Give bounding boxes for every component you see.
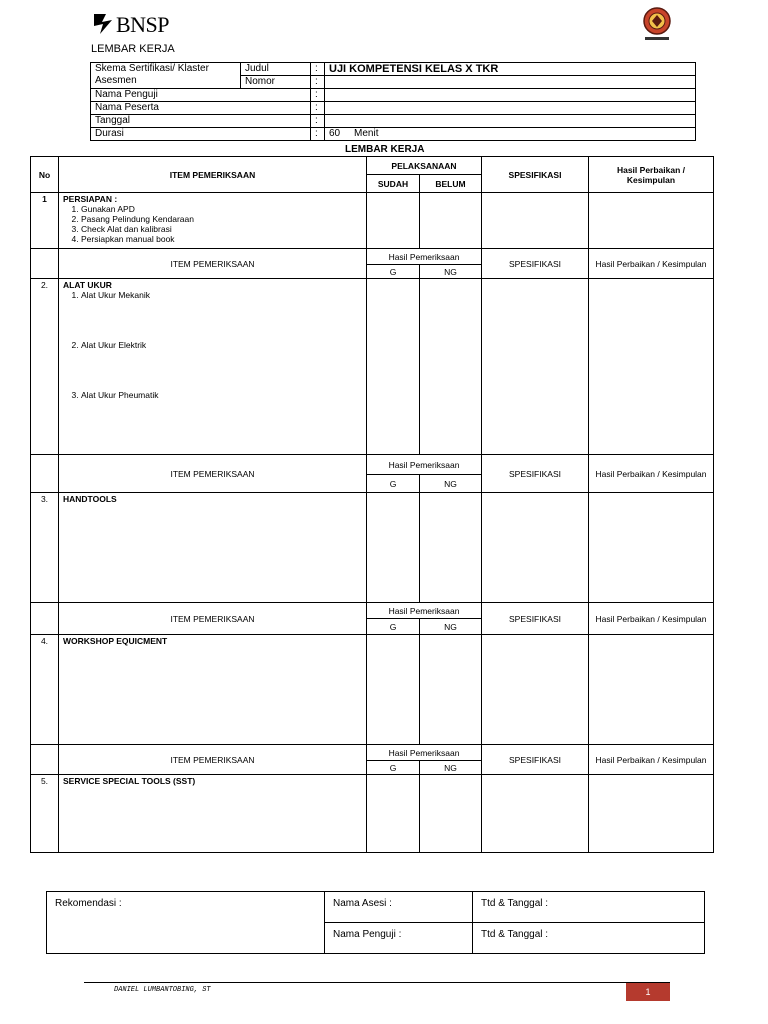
durasi-value: 60 Menit	[325, 128, 696, 141]
spesifikasi-cell[interactable]	[482, 775, 589, 853]
section-content: ALAT UKUR 1. Alat Ukur Mekanik 2. Alat Ukur Elektrik 3. Alat Ukur Pheumatik	[59, 279, 367, 455]
list-item: 2. Alat Ukur Elektrik	[81, 340, 362, 350]
recommendation-table	[46, 891, 705, 954]
section-row	[31, 279, 714, 455]
hasil-cell[interactable]	[589, 193, 714, 249]
hasil-cell[interactable]	[589, 493, 714, 603]
bnsp-mark-icon	[92, 10, 116, 36]
sudah-cell[interactable]	[367, 279, 420, 455]
section-content: PERSIAPAN : 1. Gunakan APD 2. Pasang Pelindung Kendaraan 3. Check Alat dan kalibrasi 4. Persiapkan manual book	[59, 193, 367, 249]
list-item: 1. Alat Ukur Mekanik	[81, 290, 362, 300]
section-row	[31, 635, 714, 745]
durasi-label: Durasi	[91, 128, 311, 141]
spesifikasi-cell[interactable]	[482, 493, 589, 603]
section-row	[31, 193, 714, 249]
belum-cell[interactable]	[420, 279, 482, 455]
skema-label: Skema Sertifikasi/ Klaster Asesmen	[91, 63, 241, 89]
section-content: WORKSHOP EQUICMENT	[59, 635, 367, 745]
sudah-cell[interactable]	[367, 493, 420, 603]
peserta-value[interactable]	[325, 102, 696, 115]
list-item: 3. Alat Ukur Pheumatik	[81, 390, 362, 400]
belum-cell[interactable]	[420, 493, 482, 603]
judul-value: UJI KOMPETENSI KELAS X TKR	[325, 63, 696, 76]
nomor-value[interactable]	[325, 76, 696, 89]
hasil-cell[interactable]	[589, 279, 714, 455]
section-no: 2.	[31, 279, 59, 455]
col-hasil: Hasil Perbaikan / Kesimpulan	[589, 157, 714, 193]
col-pelaksanaan: PELAKSANAAN	[367, 157, 482, 175]
footer-author: DANIEL LUMBANTOBING, ST	[114, 986, 211, 994]
section-no: 1	[31, 193, 59, 249]
list-item: 4. Persiapkan manual book	[81, 234, 362, 244]
form-title: LEMBAR KERJA	[91, 43, 175, 55]
seal-icon	[640, 6, 674, 44]
list-item: 3. Check Alat dan kalibrasi	[81, 224, 362, 234]
info-table: Skema Sertifikasi/ Klaster Asesmen Judul : UJI KOMPETENSI KELAS X TKR Nomor : Nama Penguji : Nama Peserta : Tanggal : Durasi : 60 Menit	[90, 62, 696, 141]
tanggal-value[interactable]	[325, 115, 696, 128]
judul-label: Judul	[241, 63, 311, 76]
nomor-label: Nomor	[241, 76, 311, 89]
col-no: No	[31, 157, 59, 193]
section-row	[31, 493, 714, 603]
belum-cell[interactable]	[420, 193, 482, 249]
belum-cell[interactable]	[420, 775, 482, 853]
belum-cell[interactable]	[420, 635, 482, 745]
penguji-label: Nama Penguji	[91, 89, 311, 102]
penguji-value[interactable]	[325, 89, 696, 102]
section-no: 3.	[31, 493, 59, 603]
spesifikasi-cell[interactable]	[482, 279, 589, 455]
spesifikasi-cell[interactable]	[482, 193, 589, 249]
bnsp-logo-text: BNSP	[116, 12, 170, 37]
penguji-name-field[interactable]: Nama Penguji :	[325, 923, 473, 954]
section-no: 4.	[31, 635, 59, 745]
hasil-cell[interactable]	[589, 635, 714, 745]
spesifikasi-cell[interactable]	[482, 635, 589, 745]
page-number: 1	[626, 983, 670, 1001]
checklist-table: No ITEM PEMERIKSAAN PELAKSANAAN SPESIFIKASI Hasil Perbaikan / Kesimpulan SUDAH BELUM 1 PERSIAPAN : 1. Gunakan APD 2. Pasang Pelindung Kendaraan 3. Check Alat dan kalibrasi 4. Persiapkan manual book ITEM PEMERIKSAAN Hasil Pemeriksaan SPESIFIKASI Hasil Perbaikan / Kesimpulan G NG 2. ALAT UKUR 1. Alat Ukur Mekanik 2. Alat Ukur Elektrik 3. Alat Ukur Pheumatik ITEM PEMERIKSAAN Hasil Pemeriksaan SPESIFIKASI Hasil Perbaikan / Kesimpulan G NG 3. HANDTOOLS ITEM PEMERIKSAAN Hasil Pemeriksaan SPESIFIKASI Hasil Perbaikan / Kesimpulan G NG 4. WORKSHOP EQUICMENT ITEM PEMERIKSAAN Hasil Pemeriksaan SPESIFIKASI Hasil Perbaikan / Kesimpulan G NG 5. SERVICE SPECIAL TOOLS (SST)	[30, 156, 714, 853]
section-content: SERVICE SPECIAL TOOLS (SST)	[59, 775, 367, 853]
col-item: ITEM PEMERIKSAAN	[59, 157, 367, 193]
col-belum: BELUM	[420, 175, 482, 193]
sudah-cell[interactable]	[367, 775, 420, 853]
hasil-cell[interactable]	[589, 775, 714, 853]
ttd-penguji-field[interactable]: Ttd & Tanggal :	[473, 923, 705, 954]
list-item: 2. Pasang Pelindung Kendaraan	[81, 214, 362, 224]
rekomendasi-label[interactable]: Rekomendasi :	[47, 892, 325, 954]
bnsp-logo	[92, 8, 172, 38]
peserta-label: Nama Peserta	[91, 102, 311, 115]
list-item: 1. Gunakan APD	[81, 204, 362, 214]
table-title: LEMBAR KERJA	[345, 144, 425, 155]
asesi-name-field[interactable]: Nama Asesi :	[325, 892, 473, 923]
section-row	[31, 775, 714, 853]
col-sudah: SUDAH	[367, 175, 420, 193]
col-spesifikasi: SPESIFIKASI	[482, 157, 589, 193]
sudah-cell[interactable]	[367, 193, 420, 249]
ttd-asesi-field[interactable]: Ttd & Tanggal :	[473, 892, 705, 923]
sudah-cell[interactable]	[367, 635, 420, 745]
tanggal-label: Tanggal	[91, 115, 311, 128]
section-no: 5.	[31, 775, 59, 853]
seal-logo	[640, 6, 674, 44]
section-content: HANDTOOLS	[59, 493, 367, 603]
footer-divider	[84, 982, 670, 983]
